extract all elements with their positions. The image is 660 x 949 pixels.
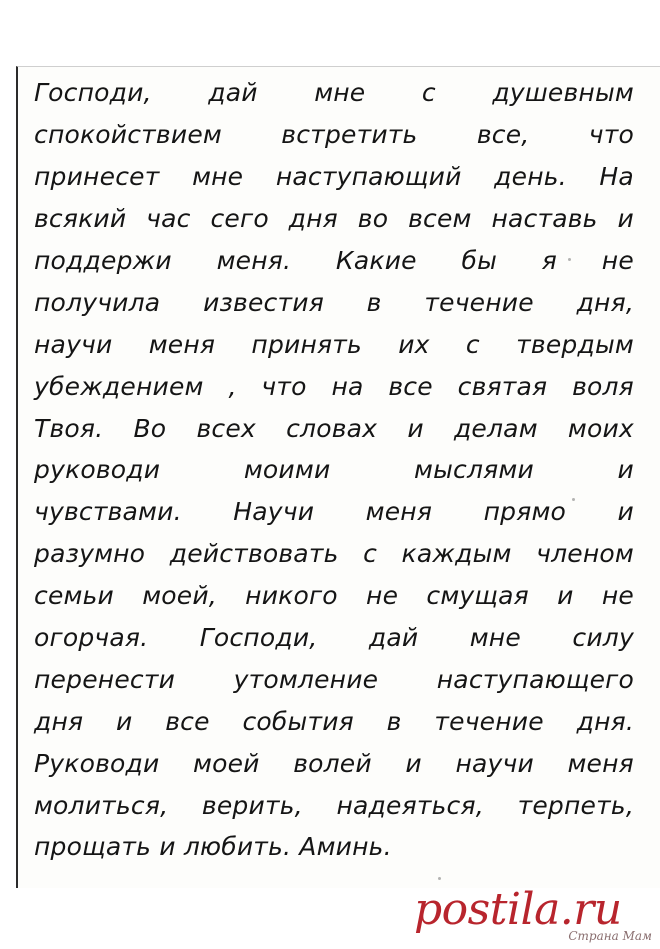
word: убеждением xyxy=(34,371,204,401)
word: Руководи xyxy=(34,748,160,778)
text-line xyxy=(34,281,634,323)
watermark xyxy=(414,883,660,949)
word: принять xyxy=(251,329,362,359)
word: прощать и любить. Аминь. xyxy=(34,832,392,862)
word: Во xyxy=(133,413,167,443)
word: поддержи xyxy=(34,246,172,275)
word: дай xyxy=(208,78,258,108)
word: моей, xyxy=(142,581,217,611)
text-line xyxy=(34,575,634,617)
word: наступающий xyxy=(275,162,462,192)
text-line xyxy=(34,407,634,449)
word: день. xyxy=(494,162,567,192)
word: встретить xyxy=(281,120,418,150)
word: дня. xyxy=(576,706,634,736)
word: получила xyxy=(34,287,161,317)
word: силу xyxy=(572,623,634,653)
word: моей xyxy=(193,748,260,778)
word: меня xyxy=(365,497,433,527)
word: смущая xyxy=(426,581,529,611)
word: верить, xyxy=(201,790,303,820)
word: Научи xyxy=(233,497,315,527)
word: дня xyxy=(288,204,338,234)
word: мне xyxy=(192,162,244,192)
word: все xyxy=(165,706,210,736)
word: никого xyxy=(245,581,338,611)
scan-speck xyxy=(572,498,575,501)
text-line xyxy=(34,156,634,198)
word: я xyxy=(541,246,558,275)
word: все xyxy=(388,371,433,401)
word: чувствами. xyxy=(34,497,182,527)
word: все, xyxy=(476,120,530,150)
word: моих xyxy=(567,413,634,443)
text-line xyxy=(34,826,634,868)
word: Господи, xyxy=(34,78,152,108)
scan-speck xyxy=(438,877,441,880)
word: мне xyxy=(314,78,366,108)
word: принесет xyxy=(34,162,160,192)
word: огорчая. xyxy=(34,623,149,653)
word: течение xyxy=(424,287,534,317)
word: в xyxy=(366,287,382,317)
word: спокойствием xyxy=(34,120,222,150)
word: душевным xyxy=(492,78,634,108)
word: Какие xyxy=(335,246,417,275)
word: действовать xyxy=(169,539,339,569)
word: течение xyxy=(434,706,544,736)
text-line xyxy=(34,114,634,156)
word: и xyxy=(617,497,634,527)
word: наставь xyxy=(491,204,598,234)
text-line xyxy=(34,240,634,282)
word: разумно xyxy=(34,539,146,569)
word: не xyxy=(601,246,634,275)
word: дня xyxy=(34,706,84,736)
word: меня. xyxy=(216,246,292,275)
word: моими xyxy=(243,455,331,485)
word: мыслями xyxy=(414,455,534,485)
word: всякий xyxy=(34,204,127,234)
word: , xyxy=(228,371,237,401)
word: всем xyxy=(408,204,472,234)
word: меня xyxy=(148,329,216,359)
word: наступающего xyxy=(436,664,634,694)
word: и xyxy=(617,455,634,485)
word: мне xyxy=(469,623,521,653)
word: не xyxy=(601,581,634,611)
word: известия xyxy=(203,287,324,317)
word: терпеть, xyxy=(517,790,634,820)
text-line xyxy=(34,72,634,114)
word: меня xyxy=(567,748,634,778)
word: каждым xyxy=(401,539,512,569)
word: час xyxy=(146,204,191,234)
word: всех xyxy=(196,413,256,443)
word: утомление xyxy=(233,664,379,694)
word: сего xyxy=(210,204,269,234)
word: воля xyxy=(572,371,634,401)
word: и xyxy=(617,204,634,234)
word: события xyxy=(242,706,354,736)
prayer-text xyxy=(34,72,634,868)
text-line xyxy=(34,491,634,533)
word: дня, xyxy=(576,287,634,317)
word: с xyxy=(363,539,378,569)
text-line xyxy=(34,617,634,659)
watermark-logo: postila.ru xyxy=(414,884,622,935)
word: семьи xyxy=(34,581,114,611)
word: членом xyxy=(536,539,634,569)
word: и xyxy=(407,413,424,443)
text-line xyxy=(34,198,634,240)
word: бы xyxy=(461,246,498,275)
word: в xyxy=(386,706,402,736)
word: во xyxy=(357,204,389,234)
word: научи xyxy=(34,329,113,359)
word: надеяться, xyxy=(336,790,484,820)
word: на xyxy=(331,371,364,401)
word: твердым xyxy=(516,329,634,359)
word: что xyxy=(261,371,307,401)
word: словах xyxy=(286,413,378,443)
word: не xyxy=(366,581,399,611)
word: с xyxy=(421,78,436,108)
text-line xyxy=(34,449,634,491)
text-line xyxy=(34,365,634,407)
word: молиться, xyxy=(34,790,169,820)
word: научи xyxy=(455,748,534,778)
word: руководи xyxy=(34,455,161,485)
word: дай xyxy=(368,623,419,653)
word: и xyxy=(116,706,133,736)
word: и xyxy=(557,581,574,611)
word: прямо xyxy=(483,497,567,527)
word: что xyxy=(588,120,634,150)
text-line xyxy=(34,700,634,742)
word: святая xyxy=(457,371,548,401)
text-line xyxy=(34,323,634,365)
word: перенести xyxy=(34,664,176,694)
word: Твоя. xyxy=(34,413,104,443)
word: волей xyxy=(293,748,372,778)
text-line xyxy=(34,533,634,575)
scan-speck xyxy=(568,258,571,261)
text-line xyxy=(34,742,634,784)
word: Господи, xyxy=(199,623,318,653)
text-line xyxy=(34,784,634,826)
word: и xyxy=(405,748,422,778)
word: На xyxy=(599,162,634,192)
word: делам xyxy=(453,413,538,443)
word: с xyxy=(465,329,480,359)
text-line xyxy=(34,658,634,700)
word: их xyxy=(398,329,430,359)
watermark-subtitle: Страна Мам xyxy=(568,929,652,943)
